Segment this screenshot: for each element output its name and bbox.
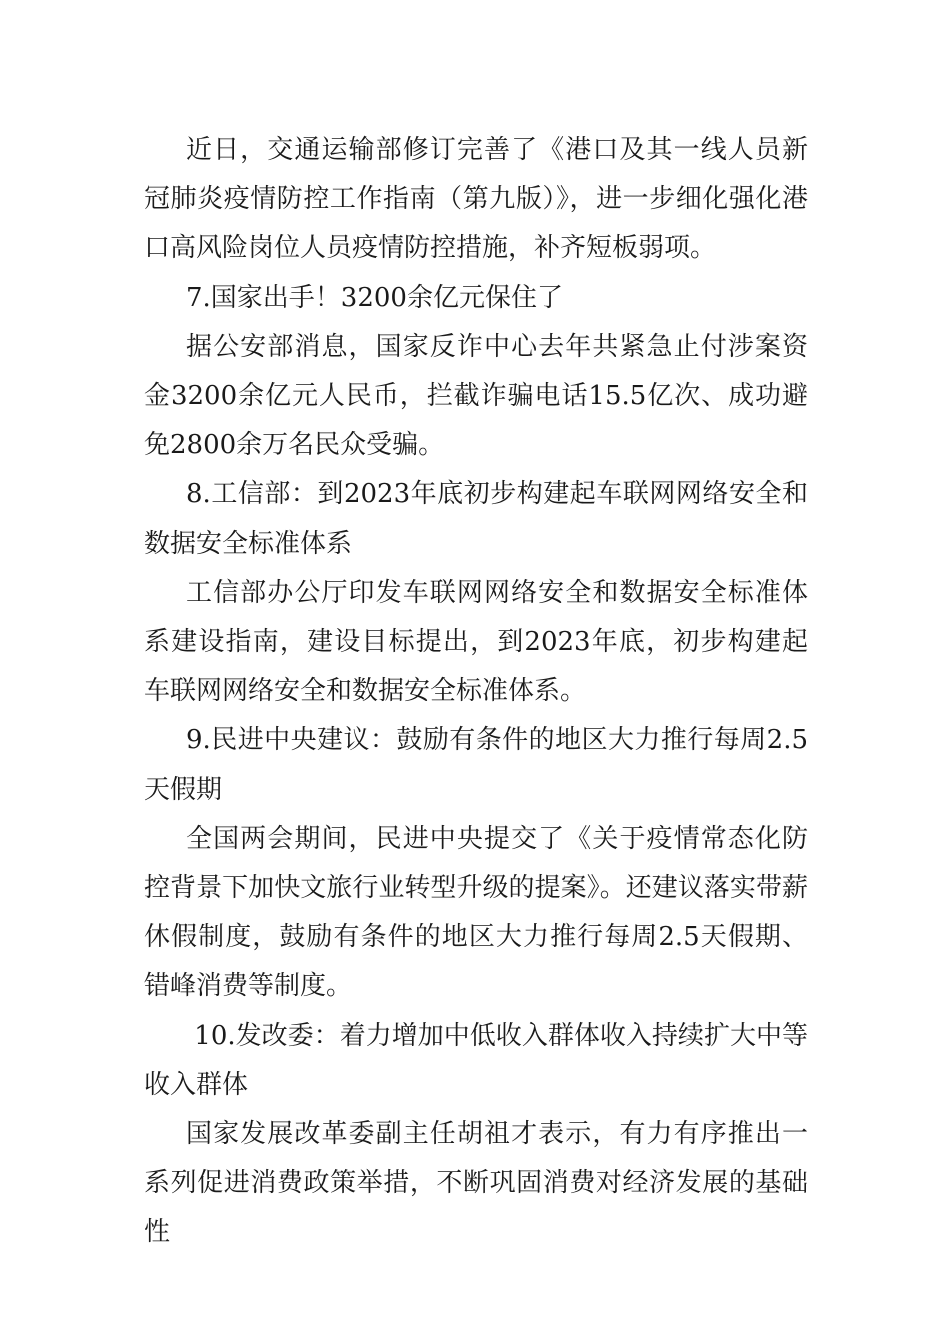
paragraph-anti-fraud: 据公安部消息，国家反诈中心去年共紧急止付涉案资金3200余亿元人民币，拦截诈骗电话15.5亿次、成功避免2800余万名民众受骗。: [144, 331, 808, 461]
heading-item-7: 7.国家出手！3200余亿元保住了: [186, 282, 563, 313]
document-body: [144, 126, 808, 1258]
heading-item-9: 9.民进中央建议：鼓励有条件的地区大力推行每周2.5天假期: [144, 725, 808, 805]
paragraph-holiday-proposal: 全国两会期间，民进中央提交了《关于疫情常态化防控背景下加快文旅行业转型升级的提案》。还建议落实带薪休假制度，鼓励有条件的地区大力推行每周2.5天假期、错峰消费等制度。: [144, 823, 808, 1002]
heading-item-10: 10.发改委：着力增加中低收入群体收入持续扩大中等收入群体: [144, 1020, 808, 1100]
paragraph-vehicle-network: 工信部办公厅印发车联网网络安全和数据安全标准体系建设指南，建设目标提出，到2023年底，初步构建起车联网网络安全和数据安全标准体系。: [144, 577, 808, 707]
heading-item-8: 8.工信部：到2023年底初步构建起车联网网络安全和数据安全标准体系: [144, 479, 808, 559]
paragraph-port-guidelines: 近日，交通运输部修订完善了《港口及其一线人员新冠肺炎疫情防控工作指南（第九版）》，进一步细化强化港口高风险岗位人员疫情防控措施，补齐短板弱项。: [144, 135, 808, 264]
paragraph-consumption-policy: 国家发展改革委副主任胡祖才表示，有力有序推出一系列促进消费政策举措，不断巩固消费对经济发展的基础性: [144, 1119, 808, 1248]
